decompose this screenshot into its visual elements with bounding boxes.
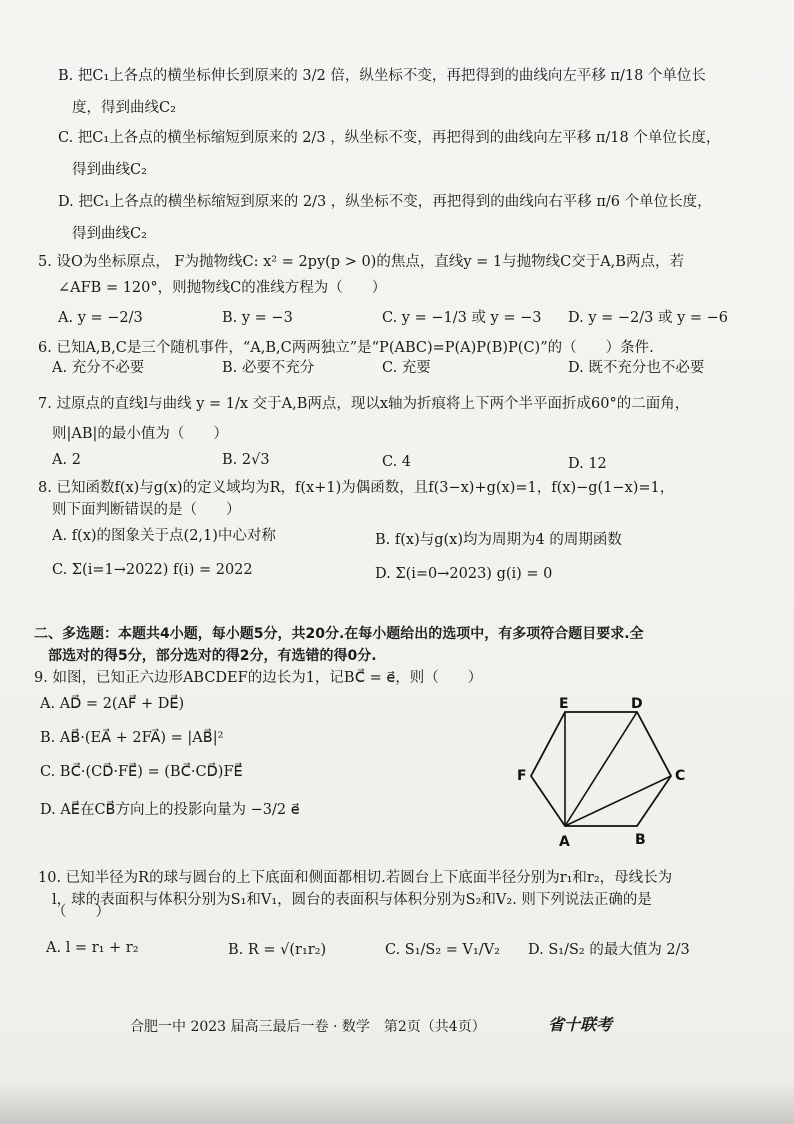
- question-6: 6. 已知A,B,C是三个随机事件，“A,B,C两两独立”是“P(ABC)=P(A)P(B)P(C)”的（ ）条件.: [38, 340, 654, 356]
- hexagon-figure: [505, 696, 705, 856]
- option-c-text: C. 把C₁上各点的横坐标缩短到原来的 2/3 ，纵坐标不变，再把得到的曲线向左平移 π/18 个单位长度，: [58, 130, 721, 146]
- q5-option-a: A. y = −2/3: [58, 310, 143, 326]
- q5-option-d: D. y = −2/3 或 y = −6: [568, 310, 729, 326]
- vertex-label-a: A: [559, 834, 570, 850]
- q9-option-d: D. AE⃗在CB⃗方向上的投影向量为 −3/2 e⃗: [40, 802, 300, 818]
- question-5-cont: ∠AFB = 120°，则抛物线C的准线方程为（ ）: [58, 280, 387, 296]
- section-2-header: 二、多选题：本题共4小题，每小题5分，共20分.在每小题给出的选项中，有多项符合题目要求.全: [34, 626, 644, 642]
- q5-option-b: B. y = −3: [222, 310, 293, 326]
- q6-option-b: B. 必要不充分: [222, 360, 315, 376]
- q8-option-b: B. f(x)与g(x)均为周期为4 的周期函数: [375, 532, 622, 548]
- q9-option-a: A. AD⃗ = 2(AF⃗ + DE⃗): [40, 696, 185, 712]
- question-7-cont: 则|AB|的最小值为（ ）: [52, 426, 228, 442]
- scan-shadow: [0, 1080, 794, 1124]
- q5-option-c: C. y = −1/3 或 y = −3: [382, 310, 542, 326]
- q9-option-c: C. BC⃗·(CD⃗·FE⃗) = (BC⃗·CD⃗)FE⃗: [40, 764, 243, 780]
- question-9: 9. 如图，已知正六边形ABCDEF的边长为1，记BC⃗ = e⃗，则（ ）: [34, 670, 483, 686]
- vertex-label-e: E: [559, 696, 569, 712]
- question-8: 8. 已知函数f(x)与g(x)的定义域均为R，f(x+1)为偶函数，且f(3−x)+g(x)=1，f(x)−g(1−x)=1，: [38, 480, 675, 496]
- section-2-header-cont: 部选对的得5分，部分选对的得2分，有选错的得0分.: [48, 648, 377, 664]
- option-b-text: B. 把C₁上各点的横坐标伸长到原来的 3/2 倍，纵坐标不变，再把得到的曲线向左平移 π/18 个单位长: [58, 68, 706, 84]
- q7-option-c: C. 4: [382, 454, 412, 470]
- question-5: 5. 设O为坐标原点， F为抛物线C: x² = 2py(p > 0)的焦点，直线y = 1与抛物线C交于A,B两点，若: [38, 254, 684, 270]
- q6-option-c: C. 充要: [382, 360, 431, 376]
- question-8-cont: 则下面判断错误的是（ ）: [52, 502, 241, 518]
- question-7: 7. 过原点的直线l与曲线 y = 1/x 交于A,B两点，现以x轴为折痕将上下两个半平面折成60°的二面角，: [38, 396, 690, 412]
- question-10: 10. 已知半径为R的球与圆台的上下底面和侧面都相切.若圆台上下底面半径分别为r₁和r₂，母线长为: [38, 870, 673, 886]
- q9-option-b: B. AB⃗·(EA⃗ + 2FA⃗) = |AB⃗|²: [40, 730, 224, 746]
- q10-option-b: B. R = √(r₁r₂): [228, 942, 327, 958]
- q8-option-d: D. Σ(i=0→2023) g(i) = 0: [375, 566, 553, 582]
- q8-option-a: A. f(x)的图象关于点(2,1)中心对称: [52, 528, 276, 544]
- page-footer: 合肥一中 2023 届高三最后一卷 · 数学 第2页（共4页）: [130, 1019, 486, 1035]
- option-b-cont: 度，得到曲线C₂: [72, 100, 176, 116]
- vertex-label-c: C: [675, 768, 686, 784]
- vertex-label-d: D: [631, 696, 643, 712]
- option-c-cont: 得到曲线C₂: [72, 162, 147, 178]
- vertex-label-f: F: [517, 768, 527, 784]
- q10-option-c: C. S₁/S₂ = V₁/V₂: [385, 942, 500, 958]
- q10-option-d: D. S₁/S₂ 的最大值为 2/3: [528, 942, 690, 958]
- option-d-text: D. 把C₁上各点的横坐标缩短到原来的 2/3 ，纵坐标不变，再把得到的曲线向右平移 π/6 个单位长度，: [58, 194, 712, 210]
- q7-option-b: B. 2√3: [222, 452, 270, 468]
- q6-option-a: A. 充分不必要: [52, 360, 145, 376]
- q7-option-d: D. 12: [568, 456, 607, 472]
- q6-option-d: D. 既不充分也不必要: [568, 360, 705, 376]
- q10-option-a: A. l = r₁ + r₂: [46, 940, 139, 956]
- option-d-cont: 得到曲线C₂: [72, 226, 147, 242]
- q8-option-c: C. Σ(i=1→2022) f(i) = 2022: [52, 562, 253, 578]
- q7-option-a: A. 2: [52, 452, 81, 468]
- vertex-label-b: B: [635, 832, 646, 848]
- question-10-cont: l，球的表面积与体积分别为S₁和V₁，圆台的表面积与体积分别为S₂和V₂. 则下列说法正确的是: [52, 892, 652, 908]
- question-10-paren: （ ）: [52, 904, 110, 920]
- league-stamp: 省十联考: [548, 1015, 613, 1034]
